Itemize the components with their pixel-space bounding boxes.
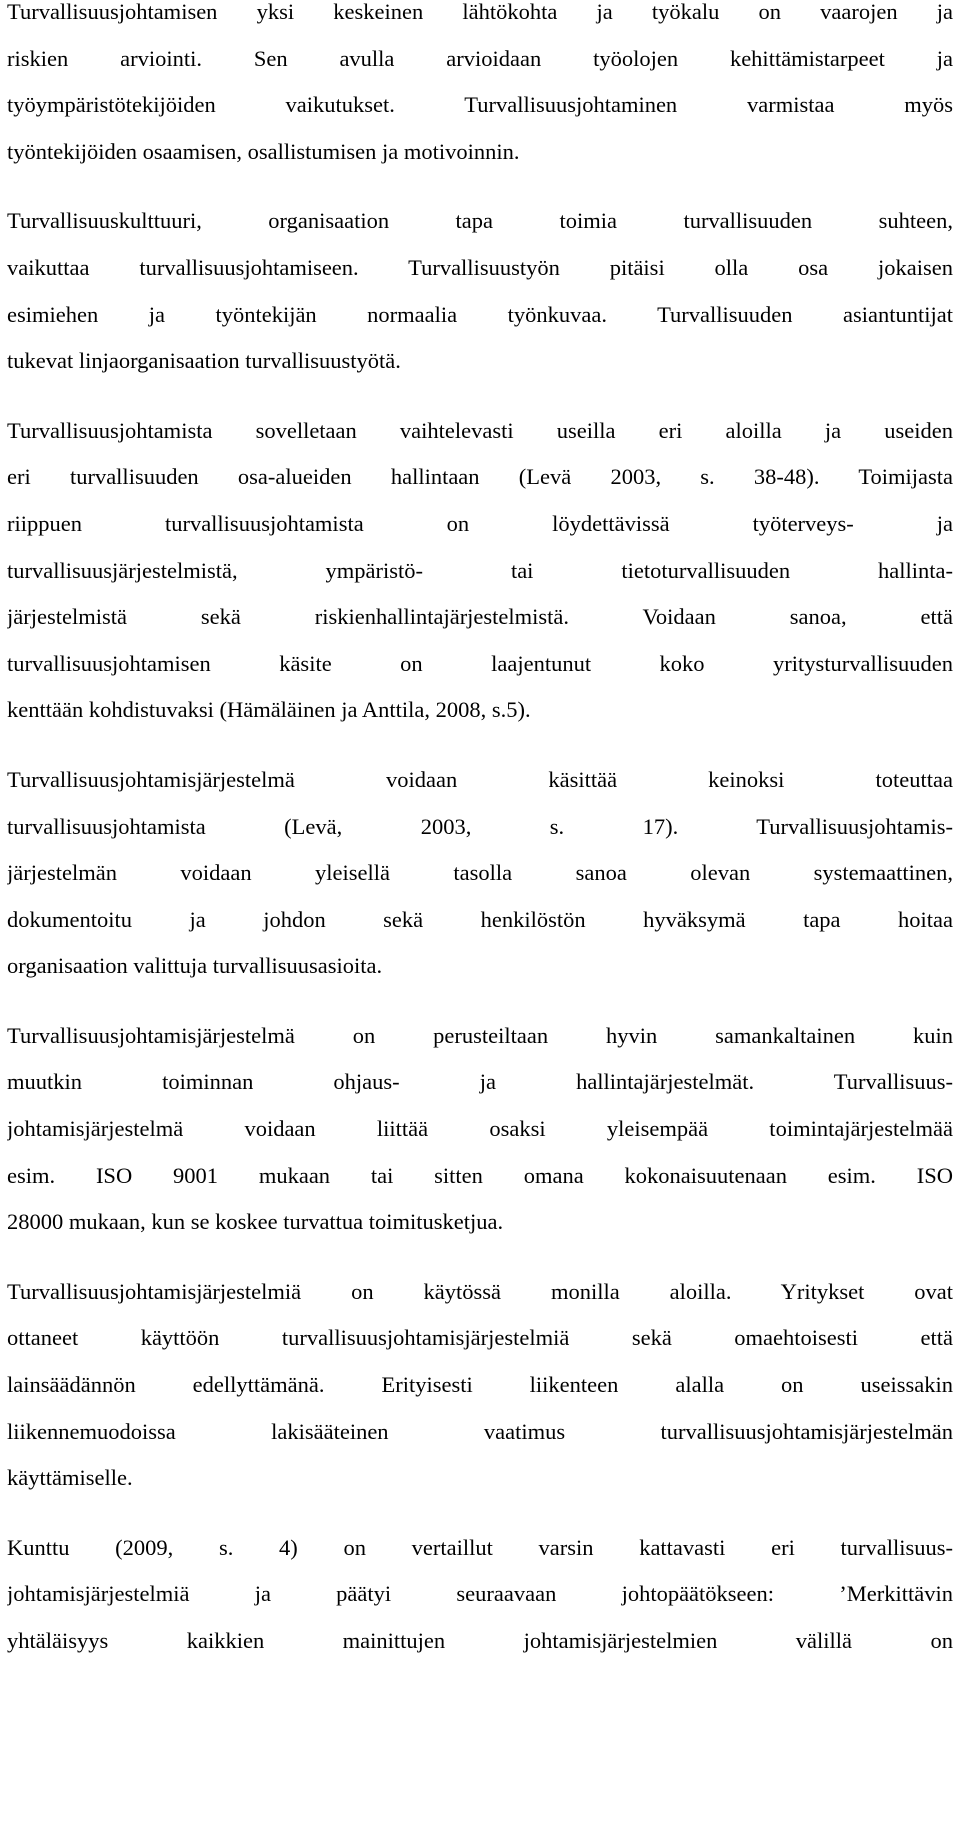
text-line: 28000 mukaan, kun se koskee turvattua toimitusketjua. bbox=[7, 1209, 504, 1235]
text-line: esim. ISO 9001 mukaan tai sitten omana kokonaisuutenaan esim. ISO bbox=[7, 1162, 953, 1188]
text-line: kenttään kohdistuvaksi (Hämäläinen ja Anttila, 2008, s.5). bbox=[7, 697, 531, 723]
text-line: eri turvallisuuden osa-alueiden hallintaan (Levä 2003, s. 38-48). Toimijasta bbox=[7, 464, 953, 490]
text-line: turvallisuusjohtamisen käsite on laajentunut koko yritysturvallisuuden bbox=[7, 650, 953, 676]
text-line: Turvallisuusjohtamisjärjestelmiä on käytössä monilla aloilla. Yritykset ovat bbox=[7, 1278, 953, 1304]
text-line: vaikuttaa turvallisuusjohtamiseen. Turvallisuustyön pitäisi olla osa jokaisen bbox=[7, 254, 953, 280]
text-line: järjestelmän voidaan yleisellä tasolla sanoa olevan systemaattinen, bbox=[7, 860, 953, 886]
text-line: johtamisjärjestelmiä ja päätyi seuraavaan johtopäätökseen: ’Merkittävin bbox=[7, 1581, 953, 1607]
text-line: tukevat linjaorganisaation turvallisuustyötä. bbox=[7, 348, 401, 374]
paragraph bbox=[7, 1013, 953, 1246]
text-line: riskien arviointi. Sen avulla arvioidaan työolojen kehittämistarpeet ja bbox=[7, 45, 953, 71]
text-line: Turvallisuusjohtamisjärjestelmä on perusteiltaan hyvin samankaltainen kuin bbox=[7, 1022, 953, 1048]
text-line: esimiehen ja työntekijän normaalia työnkuvaa. Turvallisuuden asiantuntijat bbox=[7, 301, 953, 327]
text-line: ottaneet käyttöön turvallisuusjohtamisjärjestelmiä sekä omaehtoisesti että bbox=[7, 1325, 953, 1351]
text-line: turvallisuusjärjestelmistä, ympäristö- tai tietoturvallisuuden hallinta- bbox=[7, 557, 953, 583]
text-line: Turvallisuuskulttuuri, organisaation tapa toimia turvallisuuden suhteen, bbox=[7, 208, 953, 234]
text-line: Kunttu (2009, s. 4) on vertaillut varsin kattavasti eri turvallisuus- bbox=[7, 1534, 953, 1560]
text-line: käyttämiselle. bbox=[7, 1465, 133, 1491]
paragraph bbox=[7, 408, 953, 734]
paragraph bbox=[7, 757, 953, 990]
text-line: yhtäläisyys kaikkien mainittujen johtamisjärjestelmien välillä on bbox=[7, 1628, 953, 1653]
paragraph bbox=[7, 0, 953, 175]
text-line: työntekijöiden osaamisen, osallistumisen ja motivoinnin. bbox=[7, 138, 520, 164]
text-line: liikennemuodoissa lakisääteinen vaatimus turvallisuusjohtamisjärjestelmän bbox=[7, 1418, 953, 1444]
text-line: riippuen turvallisuusjohtamista on löydettävissä työterveys- ja bbox=[7, 510, 953, 536]
text-line: dokumentoitu ja johdon sekä henkilöstön hyväksymä tapa hoitaa bbox=[7, 906, 953, 932]
text-line: Turvallisuusjohtamisjärjestelmä voidaan käsittää keinoksi toteuttaa bbox=[7, 766, 953, 792]
paragraph bbox=[7, 1525, 953, 1665]
text-line: työympäristötekijöiden vaikutukset. Turvallisuusjohtaminen varmistaa myös bbox=[7, 92, 953, 118]
text-line: muutkin toiminnan ohjaus- ja hallintajärjestelmät. Turvallisuus- bbox=[7, 1069, 953, 1095]
text-line: turvallisuusjohtamista (Levä, 2003, s. 17). Turvallisuusjohtamis- bbox=[7, 813, 953, 839]
document-body bbox=[7, 0, 953, 1665]
paragraph bbox=[7, 1269, 953, 1502]
text-line: Turvallisuusjohtamisen yksi keskeinen lähtökohta ja työkalu on vaarojen ja bbox=[7, 0, 953, 24]
text-line: organisaation valittuja turvallisuusasioita. bbox=[7, 953, 383, 979]
paragraph bbox=[7, 198, 953, 384]
text-line: lainsäädännön edellyttämänä. Erityisesti liikenteen alalla on useissakin bbox=[7, 1372, 953, 1398]
text-line: järjestelmistä sekä riskienhallintajärjestelmistä. Voidaan sanoa, että bbox=[7, 604, 953, 630]
text-line: johtamisjärjestelmä voidaan liittää osaksi yleisempää toimintajärjestelmää bbox=[7, 1116, 953, 1142]
text-line: Turvallisuusjohtamista sovelletaan vaihtelevasti useilla eri aloilla ja useiden bbox=[7, 417, 953, 443]
